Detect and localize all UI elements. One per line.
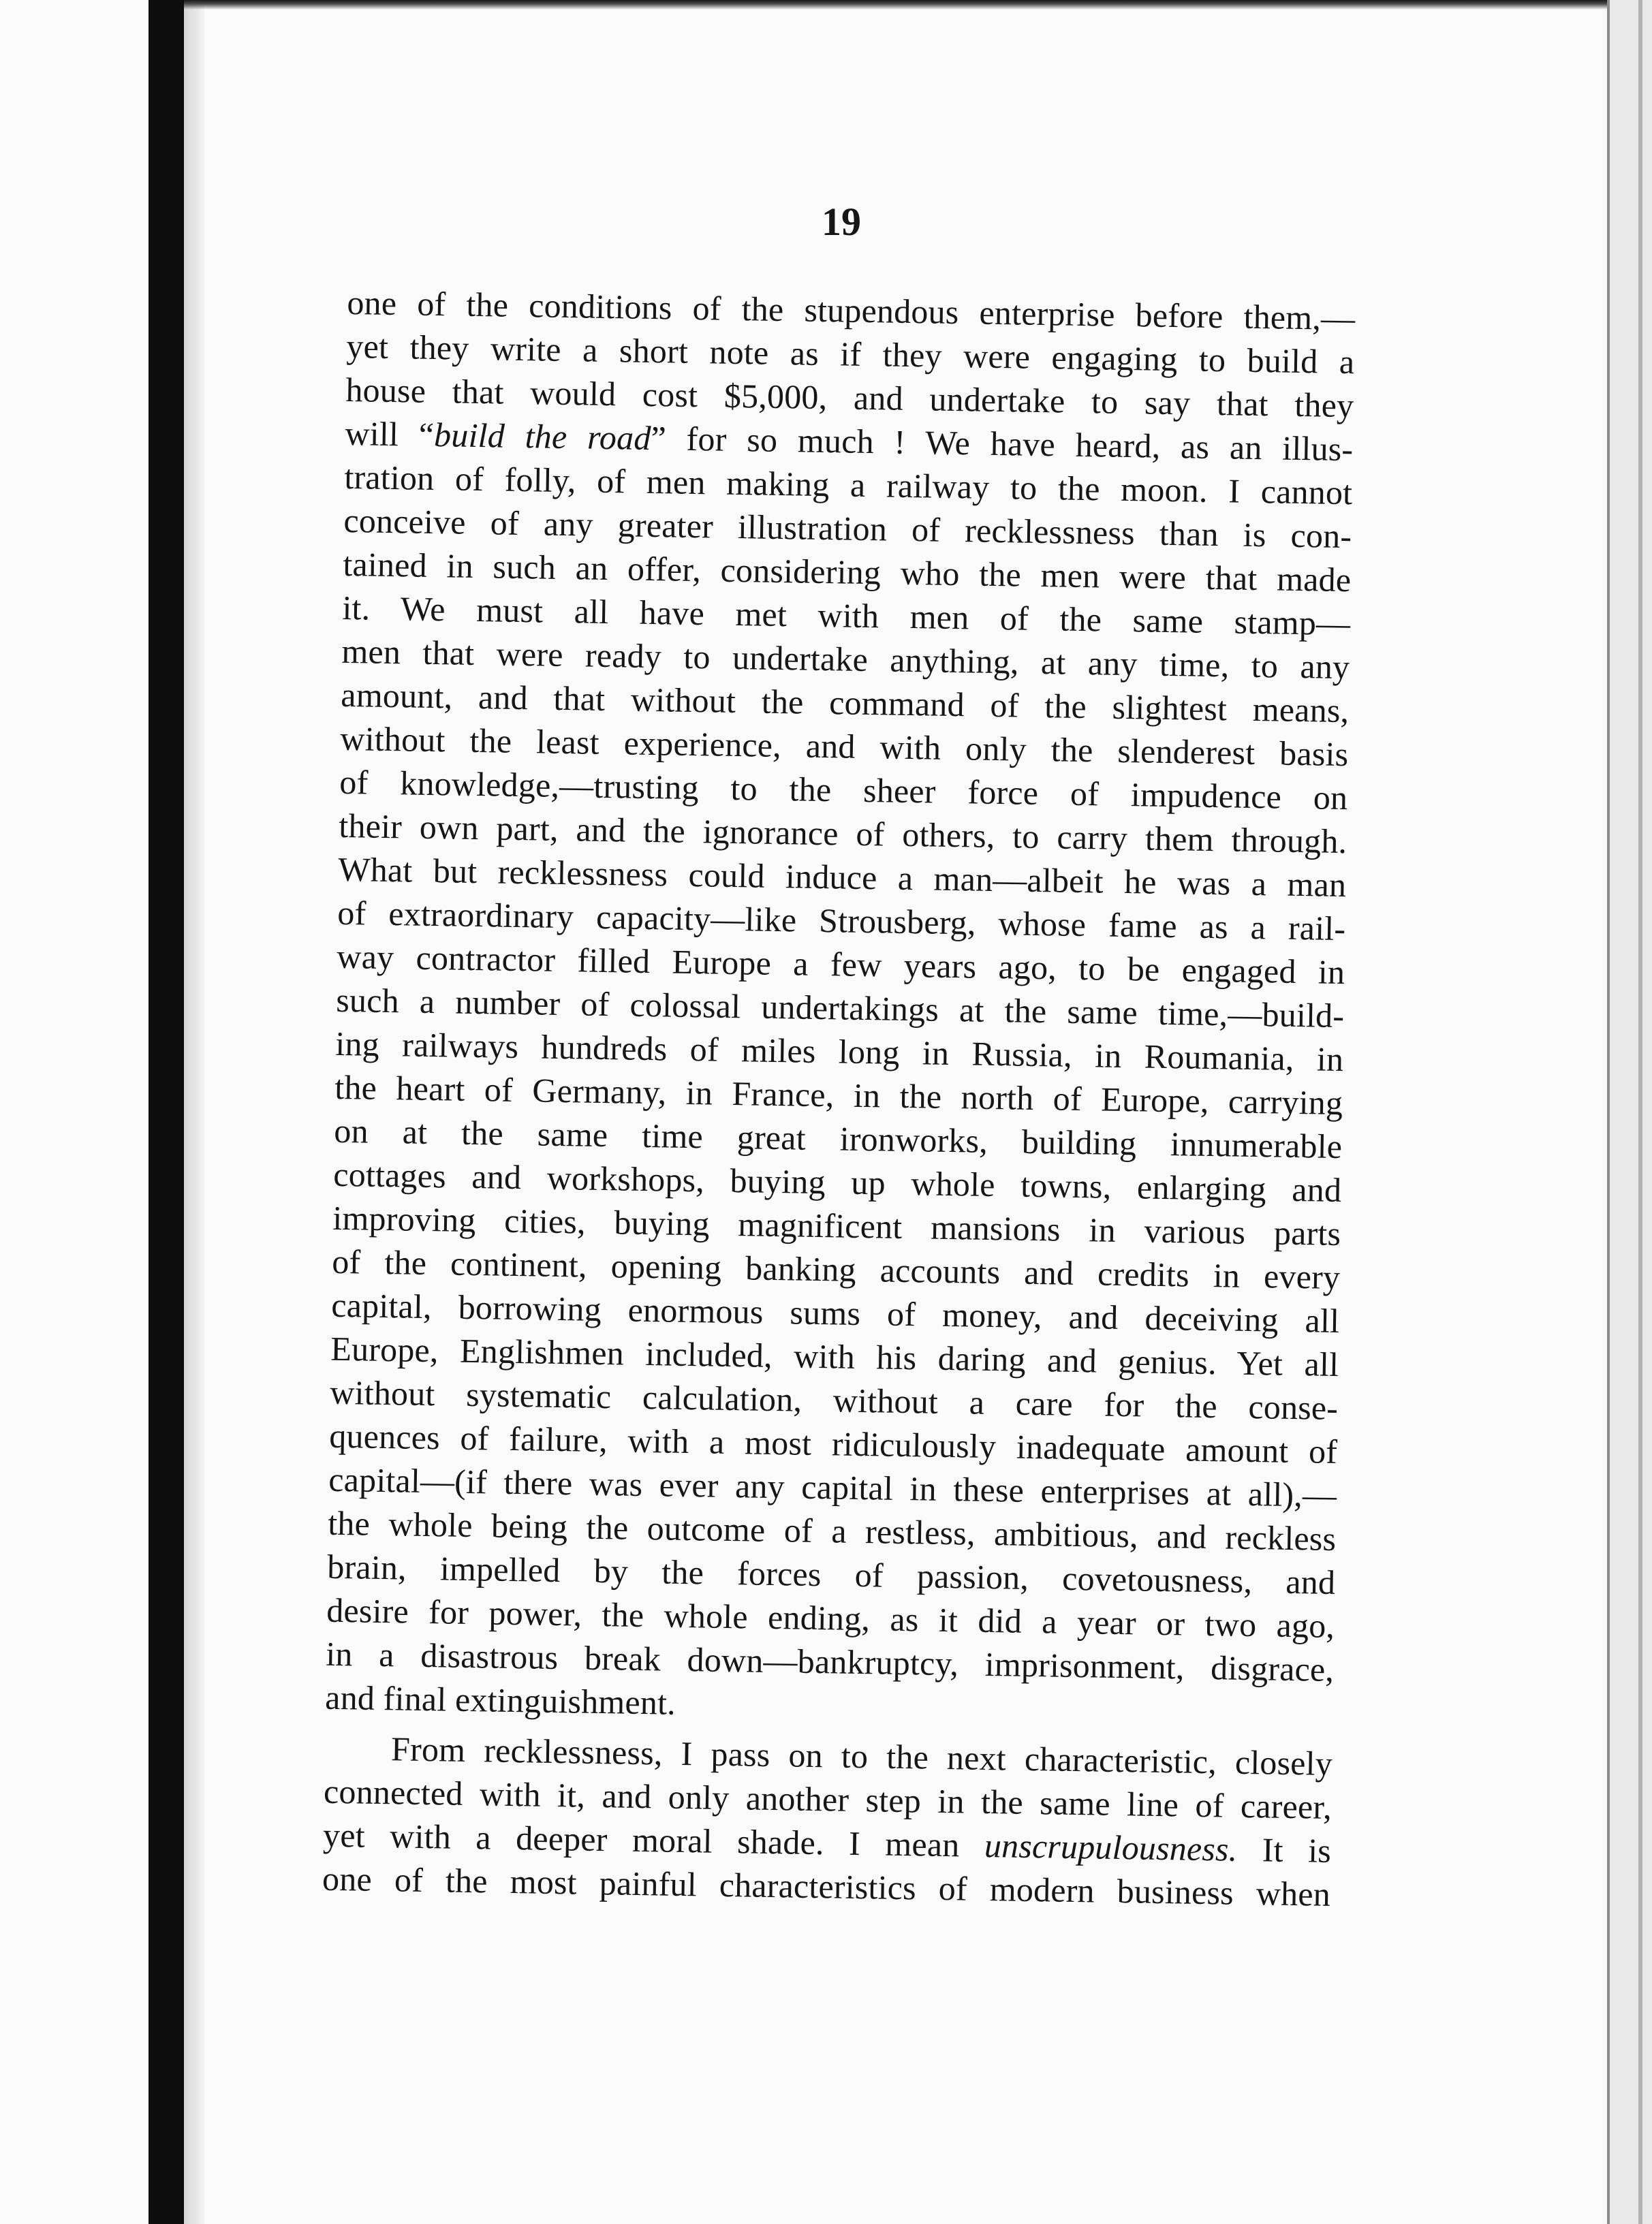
text-line: connected with it, and only another step in the same line of career, bbox=[323, 1772, 1332, 1826]
text-line: house that would cost $5,000, and undertake to say that they bbox=[345, 370, 1354, 425]
text-line: without systematic calculation, without a care for the conse- bbox=[329, 1373, 1339, 1428]
text-line: men that were ready to undertake anything, at any time, to any bbox=[341, 631, 1350, 687]
text-line: tained in such an offer, considering who the men were that made bbox=[343, 544, 1352, 599]
text-line: What but recklessness could induce a man—albeit he was a man bbox=[337, 849, 1347, 905]
text-line: the heart of Germany, in France, in the north of Europe, carrying bbox=[334, 1067, 1343, 1123]
text-line: the whole being the outcome of a restless, ambitious, and reckless bbox=[327, 1503, 1337, 1559]
right-edge-line bbox=[1638, 0, 1642, 2224]
text-line: in a disastrous break down—bankruptcy, imprisonment, disgrace, bbox=[325, 1634, 1335, 1689]
text-line: of extraordinary capacity—like Strousberg, whose fame as a rail- bbox=[337, 893, 1346, 948]
left-margin bbox=[0, 0, 149, 2224]
text-line: such a number of colossal undertakings at the same time,—build- bbox=[335, 980, 1345, 1035]
text-line: without the least experience, and with only the slenderest basis bbox=[340, 719, 1349, 774]
text-line: From recklessness, I pass on to the next characteristic, closely bbox=[390, 1729, 1333, 1783]
text-segment: yet with a deeper moral shade. I mean bbox=[322, 1815, 985, 1864]
text-segment: will “ bbox=[345, 413, 435, 454]
text-line: quences of failure, with a most ridiculously inadequate amount of bbox=[328, 1416, 1338, 1471]
text-line: of the continent, opening banking accounts and credits in every bbox=[331, 1242, 1341, 1297]
text-line: tration of folly, of men making a railway to the moon. I cannot bbox=[344, 457, 1353, 512]
italic-phrase: unscrupulousness. bbox=[984, 1826, 1238, 1868]
text-line: improving cities, buying magnificent mansions in various parts bbox=[332, 1198, 1341, 1253]
text-line: ing railways hundreds of miles long in Russia, in Roumania, in bbox=[334, 1024, 1344, 1079]
body-text bbox=[322, 281, 1356, 1916]
text-line: on at the same time great ironworks, building innumerable bbox=[333, 1111, 1343, 1166]
text-line: Europe, Englishmen included, with his daring and genius. Yet all bbox=[330, 1329, 1339, 1384]
italic-phrase: build the road bbox=[433, 416, 651, 458]
text-line: yet they write a short note as if they were engaging to build a bbox=[346, 326, 1355, 381]
text-line: one of the most painful characteristics of modern business when bbox=[322, 1859, 1331, 1913]
text-line: amount, and that without the command of the slightest means, bbox=[341, 675, 1350, 730]
binding-shadow bbox=[149, 0, 184, 2224]
text-line: capital, borrowing enormous sums of money, and deceiving all bbox=[330, 1285, 1340, 1341]
top-edge-shadow bbox=[184, 0, 1635, 10]
text-line: it. We must all have met with men of the same stamp— bbox=[342, 588, 1351, 643]
text-line: brain, impelled by the forces of passion, covetousness, and bbox=[326, 1547, 1336, 1602]
text-line: of knowledge,—trusting to the sheer force of impudence on bbox=[339, 762, 1348, 817]
right-page-edge bbox=[1607, 0, 1652, 2224]
text-line: one of the conditions of the stupendous enterprise before them,— bbox=[347, 283, 1356, 338]
text-segment: ” for so much ! We have heard, as an illus- bbox=[651, 419, 1354, 469]
text-line: way contractor filled Europe a few years ago, to be engaged in bbox=[336, 937, 1345, 992]
text-line: conceive of any greater illustration of recklessness than is con- bbox=[343, 501, 1352, 556]
text-line: cottages and workshops, buying up whole towns, enlarging and bbox=[332, 1155, 1342, 1210]
gutter-shade bbox=[184, 0, 204, 2224]
text-line: capital—(if there was ever any capital in these enterprises at all),— bbox=[328, 1460, 1337, 1515]
text-line: and final extinguishment. bbox=[324, 1678, 676, 1722]
text-line: desire for power, the whole ending, as it did a year or two ago, bbox=[326, 1591, 1335, 1646]
text-segment: It is bbox=[1236, 1830, 1332, 1870]
text-line: their own part, and the ignorance of others, to carry them through. bbox=[338, 806, 1347, 861]
page-number: 19 bbox=[822, 200, 861, 244]
